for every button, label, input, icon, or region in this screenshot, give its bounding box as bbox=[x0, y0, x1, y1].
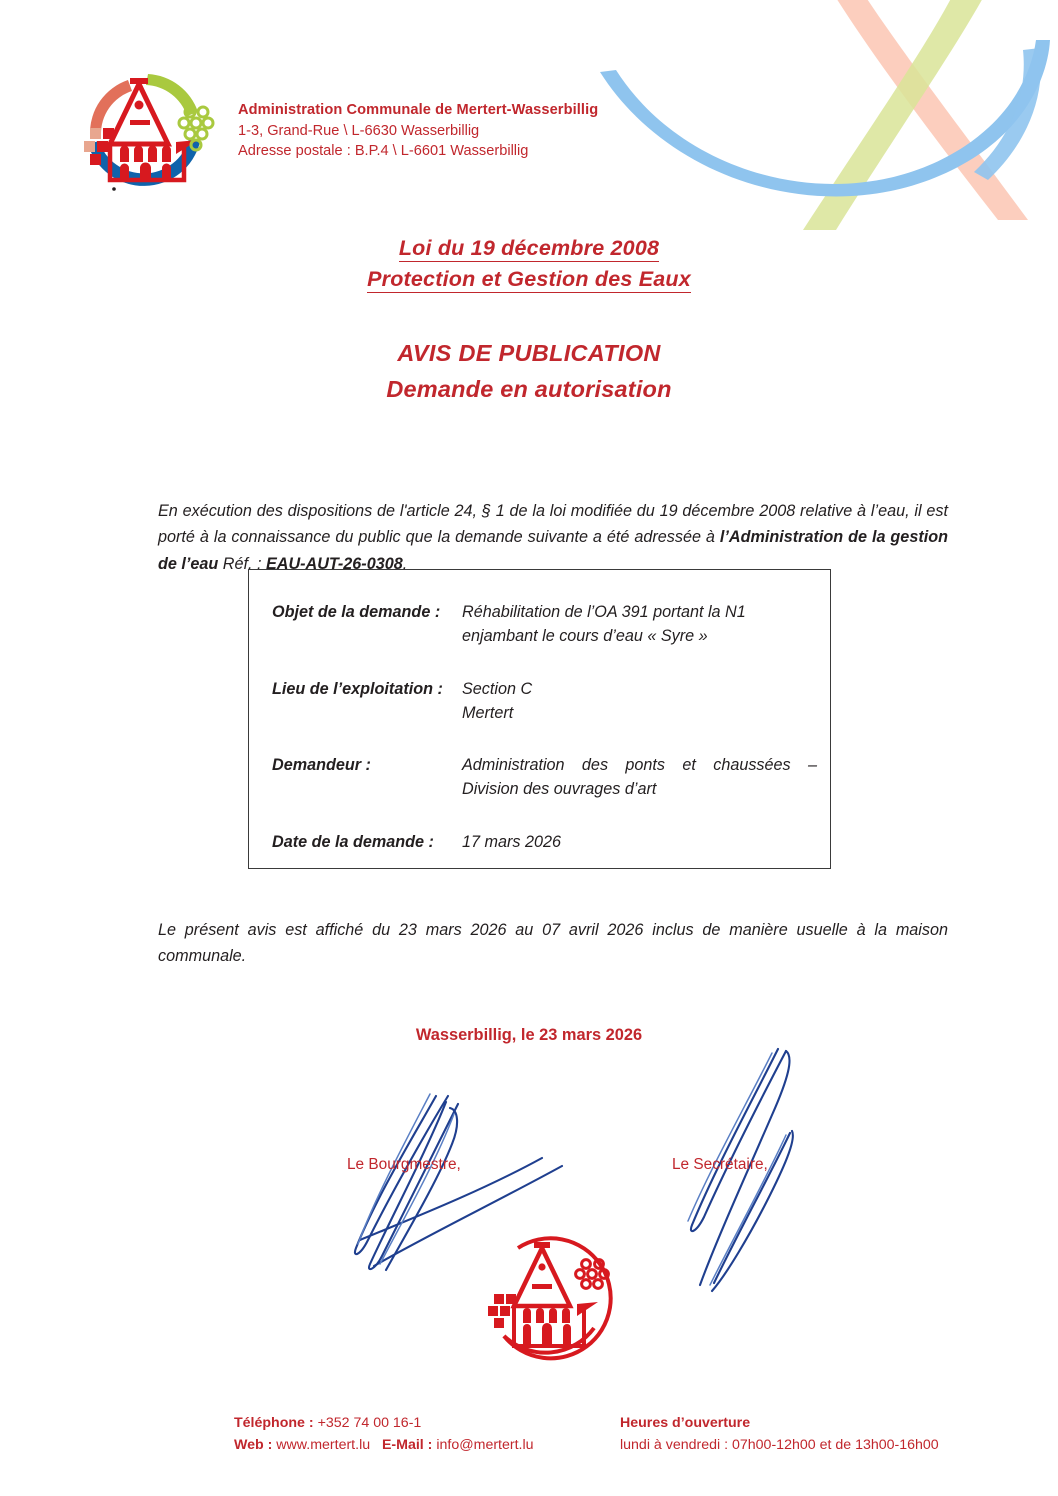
decorative-swoosh-watermark-icon bbox=[528, 0, 1058, 240]
footer-phone-label: Téléphone : bbox=[234, 1415, 314, 1431]
footer-web-label: Web : bbox=[234, 1437, 273, 1453]
footer-phone-line bbox=[234, 1412, 534, 1434]
org-identity bbox=[238, 100, 598, 162]
footer-email-value[interactable]: info@mertert.lu bbox=[432, 1437, 534, 1453]
detail-value-objet bbox=[462, 600, 817, 649]
mertert-wasserbillig-crest-icon bbox=[72, 58, 224, 198]
detail-label-objet: Objet de la demande : bbox=[272, 603, 441, 621]
signature-label-secretaire: Le Secrétaire, bbox=[672, 1156, 768, 1173]
intro-text-part-1: En exécution des dispositions de l'article 24, § 1 de la loi modifiée du 19 décembre 2008 relative à l’eau, il est porté à la connaissance du public que la demande suivante a été adressée à bbox=[158, 502, 948, 547]
letterhead bbox=[72, 58, 598, 198]
detail-value-date-line-1: 17 mars 2026 bbox=[462, 832, 561, 851]
detail-value-lieu bbox=[462, 677, 817, 726]
intro-paragraph bbox=[158, 498, 948, 577]
detail-row-demandeur bbox=[272, 753, 817, 802]
detail-row-date bbox=[272, 830, 817, 854]
detail-value-demandeur-line-2: Division des ouvrages d’art bbox=[462, 780, 657, 799]
place-and-date: Wasserbillig, le 23 mars 2026 bbox=[415, 1026, 643, 1044]
footer-hours-heading: Heures d’ouverture bbox=[620, 1415, 751, 1431]
detail-label-date: Date de la demande : bbox=[272, 832, 434, 851]
org-name: Administration Communale de Mertert-Wasserbillig bbox=[238, 102, 599, 118]
detail-value-lieu-line-2: Mertert bbox=[462, 703, 514, 722]
page-footer bbox=[0, 1412, 1058, 1472]
footer-email-label: E-Mail : bbox=[381, 1437, 433, 1453]
org-postal-address: Adresse postale : B.P.4 \ L-6601 Wasserbillig bbox=[238, 143, 529, 160]
footer-phone-value: +352 74 00 16-1 bbox=[313, 1415, 422, 1431]
detail-value-demandeur bbox=[462, 753, 817, 802]
detail-value-objet-line-2: enjambant le cours d’eau « Syre » bbox=[462, 627, 708, 646]
intro-text-part-2: Réf. : bbox=[218, 554, 266, 573]
detail-label-demandeur: Demandeur : bbox=[272, 756, 371, 775]
law-reference-title bbox=[0, 233, 1058, 294]
detail-row-lieu bbox=[272, 677, 817, 726]
detail-value-objet-line-1: Réhabilitation de l’OA 391 portant la N1 bbox=[462, 603, 746, 621]
footer-hours-column bbox=[620, 1412, 939, 1456]
detail-value-date bbox=[462, 830, 817, 854]
footer-hours-value: lundi à vendredi : 07h00-12h00 et de 13h00-16h00 bbox=[620, 1437, 939, 1453]
round-red-commune-stamp-icon bbox=[478, 1232, 618, 1372]
footer-web-email-line bbox=[234, 1434, 534, 1456]
handwritten-signature-icon bbox=[330, 1080, 600, 1280]
closing-paragraph: Le présent avis est affiché du 23 mars 2026 au 07 avril 2026 inclus de manière usuelle à la maison communale. bbox=[158, 921, 948, 966]
signature-label-bourgmestre: Le Bourgmestre, bbox=[347, 1156, 461, 1173]
law-title-line-2: Protection et Gestion des Eaux bbox=[367, 266, 691, 291]
intro-emphasis-reference: EAU-AUT-26-0308 bbox=[265, 554, 403, 573]
footer-web-value[interactable]: www.mertert.lu bbox=[272, 1437, 371, 1453]
intro-emphasis-authority: l’Administration de la gestion de l’eau bbox=[158, 528, 948, 573]
detail-row-objet bbox=[272, 600, 817, 649]
footer-contact-column bbox=[234, 1412, 534, 1456]
detail-value-lieu-line-1: Section C bbox=[462, 679, 533, 698]
detail-label-lieu: Lieu de l’exploitation : bbox=[272, 679, 443, 698]
intro-text-part-3: . bbox=[402, 554, 408, 573]
org-street-address: 1-3, Grand-Rue \ L-6630 Wasserbillig bbox=[238, 122, 480, 139]
law-title-line-1: Loi du 19 décembre 2008 bbox=[398, 236, 660, 260]
notice-subtitle: Demande en autorisation bbox=[386, 376, 672, 402]
notice-title: AVIS DE PUBLICATION bbox=[397, 340, 661, 366]
notice-title-block bbox=[0, 340, 1058, 403]
request-details-rows bbox=[272, 600, 817, 854]
detail-value-demandeur-line-1: Administration des ponts et chaussées – bbox=[462, 756, 817, 775]
